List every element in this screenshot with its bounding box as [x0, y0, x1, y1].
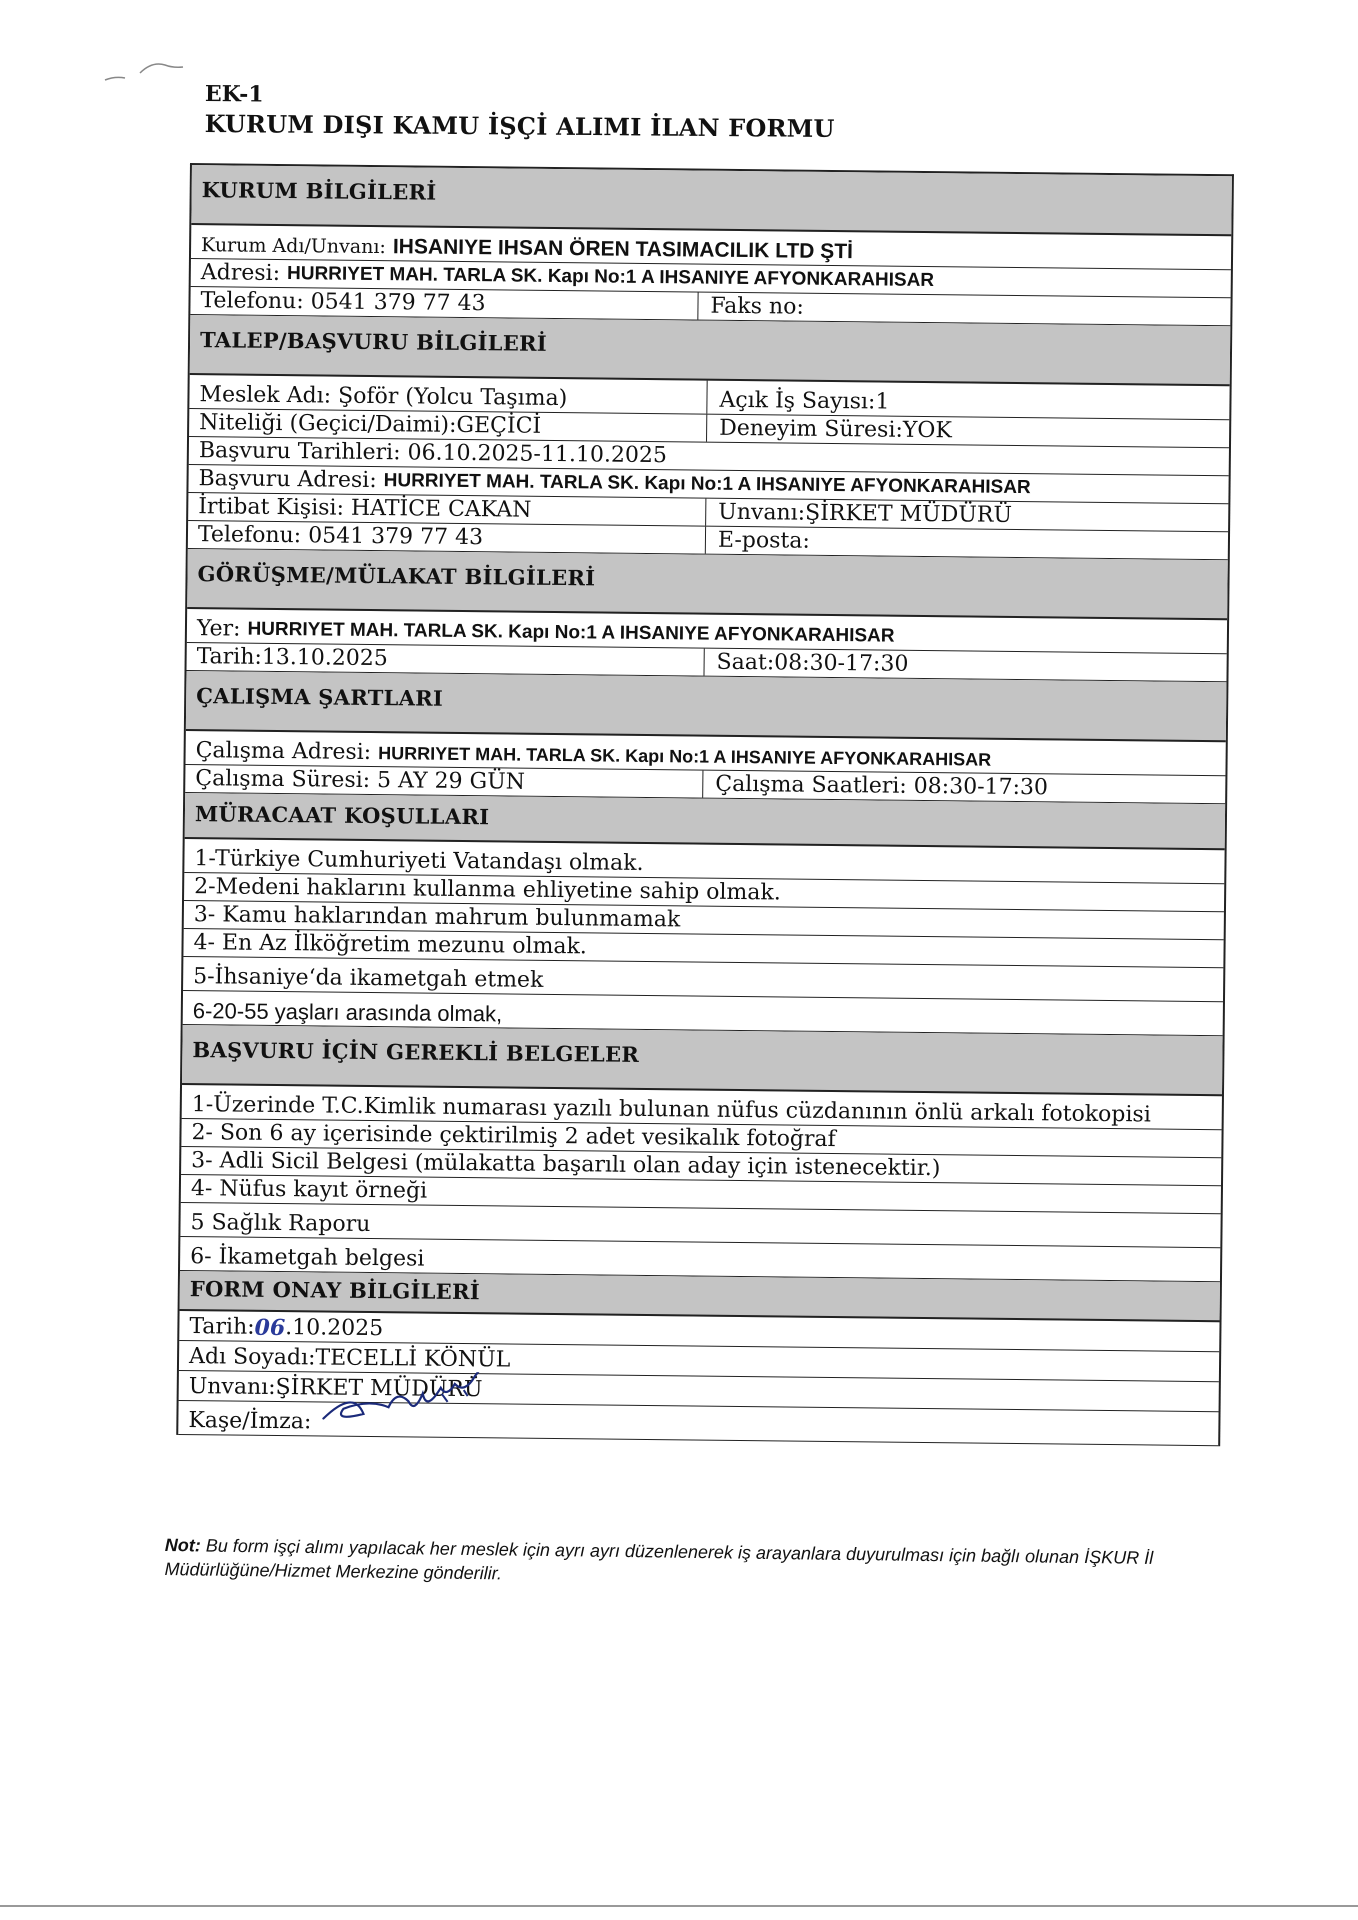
belge-item: 6- İkametgah belgesi — [180, 1237, 1220, 1282]
kosul-item: 1-Türkiye Cumhuriyeti Vatandaşı olmak. — [184, 839, 1224, 884]
kase-imza-label: Kaşe/İmza: — [188, 1408, 312, 1435]
kurum-name-value: IHSANIYE IHSAN ÖREN TASIMACILIK LTD ŞTİ — [392, 235, 854, 264]
niteligi: Niteliği (Geçici/Daimi):GEÇİCİ — [199, 410, 542, 439]
empty-cell — [707, 443, 1229, 476]
kurum-address-value: HURRIYET MAH. TARLA SK. Kapı No:1 A IHSANIYE AFYONKARAHISAR — [286, 263, 935, 292]
talep-telefon: Telefonu: 0541 379 77 43 — [197, 522, 484, 551]
kosul-item: 4- En Az İlköğretim mezunu olmak. — [183, 929, 1223, 968]
scan-bottom-line — [0, 1905, 1358, 1907]
annex-label: EK-1 — [204, 80, 264, 108]
note-text: Bu form işçi alımı yapılacak her meslek için ayrı ayrı düzenlenerek iş arayanlara duyurulması için bağlı olunan İŞKUR İl Müdürlüğüne/Hizmet Merkezine gönderilir. — [164, 1535, 1154, 1584]
basvuru-tarihleri: Başvuru Tarihleri: 06.10.2025-11.10.2025 — [198, 438, 668, 469]
meslek-adi: Meslek Adı: Şoför (Yolcu Taşıma) — [199, 382, 568, 412]
section-gorusme-mulakat: GÖRÜŞME/MÜLAKAT BİLGİLERİ — [187, 549, 1228, 620]
note-prefix: Not: — [164, 1534, 201, 1556]
onay-unvan: Unvanı:ŞİRKET MÜDÜRÜ — [179, 1371, 1219, 1412]
footnote — [164, 1533, 1245, 1595]
onay-tarih-label: Tarih: — [189, 1314, 255, 1340]
onay-tarih-rest: .10.2025 — [285, 1315, 384, 1342]
basvuru-adresi-value: HURRIYET MAH. TARLA SK. Kapı No:1 A IHSANIYE AFYONKARAHISAR — [383, 470, 1031, 499]
section-muracaat-kosullari: MÜRACAAT KOŞULLARI — [185, 793, 1225, 850]
irtibat-kisisi: İrtibat Kişisi: HATİCE CAKAN — [198, 494, 532, 523]
announcement-form — [176, 163, 1234, 1446]
section-talep-basvuru: TALEP/BAŞVURU BİLGİLERİ — [190, 315, 1231, 386]
kurum-name-label: Kurum Adı/Unvanı: — [200, 234, 387, 259]
form-header — [205, 80, 835, 145]
belge-item: 3- Adli Sicil Belgesi (mülakatta başarılı olan aday için istenecektir.) — [181, 1147, 1221, 1186]
section-kurum-bilgileri: KURUM BİLGİLERİ — [191, 165, 1232, 236]
acik-is-sayisi: Açık İş Sayısı:1 — [706, 381, 1229, 420]
form-title: KURUM DIŞI KAMU İŞÇİ ALIMI İLAN FORMU — [204, 108, 835, 143]
kosul-item: 5-İhsaniye‘da ikametgah etmek — [183, 957, 1223, 1002]
handwritten-signature — [313, 1370, 544, 1432]
gorusme-tarih: Tarih:13.10.2025 — [196, 644, 388, 672]
belge-item: 5 Sağlık Raporu — [180, 1203, 1220, 1248]
kurum-phone: Telefonu: 0541 379 77 43 — [200, 288, 486, 317]
kurum-address-label: Adresi: — [200, 260, 281, 286]
section-calisma-sartlari: ÇALIŞMA ŞARTLARI — [186, 671, 1227, 742]
section-form-onay: FORM ONAY BİLGİLERİ — [180, 1271, 1220, 1322]
gorusme-saat: Saat:08:30-17:30 — [703, 649, 1226, 682]
calisma-adres-label: Çalışma Adresi: — [195, 738, 372, 765]
belge-item: 4- Nüfus kayıt örneği — [181, 1175, 1221, 1214]
kosul-item: 2-Medeni haklarını kullanma ehliyetine sahip olmak. — [184, 873, 1224, 912]
onay-adi-soyadi: Adı Soyadı:TECELLİ KÖNÜL — [179, 1341, 1219, 1382]
scan-smudge-mark — [100, 55, 210, 95]
gorusme-yer-value: HURRIYET MAH. TARLA SK. Kapı No:1 A IHSANIYE AFYONKARAHISAR — [247, 618, 895, 647]
deneyim-suresi: Deneyim Süresi:YOK — [706, 415, 1229, 448]
irtibat-unvan: Unvanı:ŞİRKET MÜDÜRÜ — [705, 499, 1228, 532]
kosul-item: 3- Kamu haklarından mahrum bulunmamak — [184, 901, 1224, 940]
basvuru-adresi-label: Başvuru Adresi: — [198, 466, 377, 494]
gorusme-yer-label: Yer: — [196, 616, 241, 642]
talep-eposta: E-posta: — [705, 527, 1228, 560]
belge-item: 2- Son 6 ay içerisinde çektirilmiş 2 adet vesikalık fotoğraf — [181, 1119, 1221, 1158]
onay-tarih-handwritten-day: 06 — [254, 1314, 286, 1342]
belge-item: 1-Üzerinde T.C.Kimlik numarası yazılı bulunan nüfus cüzdanının önlü arkalı fotokopisi — [182, 1085, 1222, 1130]
calisma-adres-value: HURRIYET MAH. TARLA SK. Kapı No:1 A IHSANIYE AFYONKARAHISAR — [378, 743, 992, 770]
kurum-fax: Faks no: — [697, 293, 1230, 326]
section-gerekli-belgeler: BAŞVURU İÇİN GEREKLİ BELGELER — [182, 1025, 1223, 1096]
calisma-saatleri: Çalışma Saatleri: 08:30-17:30 — [702, 771, 1225, 804]
kosul-item-text: 6-20-55 yaşları arasında olmak, — [192, 998, 503, 1027]
calisma-suresi: Çalışma Süresi: 5 AY 29 GÜN — [195, 766, 526, 795]
